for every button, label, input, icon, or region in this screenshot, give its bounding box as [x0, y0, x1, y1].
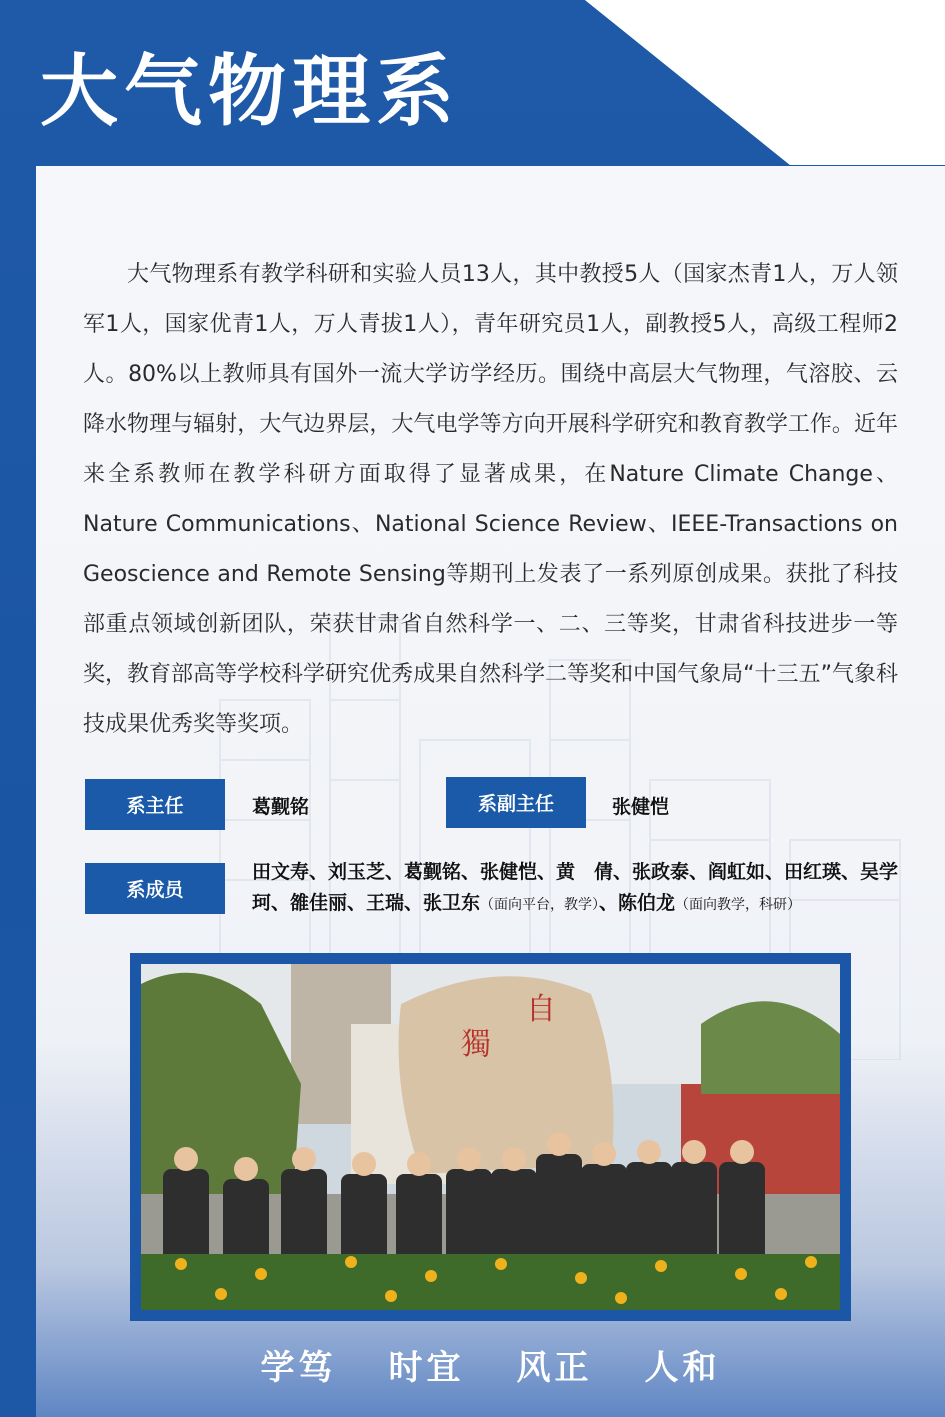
members-label: 系成员 — [85, 863, 225, 914]
director-name: 葛觐铭 — [252, 796, 310, 818]
page-title: 大气物理系 — [40, 47, 461, 137]
motto-item-2: 时宜 — [388, 1348, 465, 1388]
motto-item-4: 人和 — [644, 1348, 721, 1388]
group-photo — [141, 964, 840, 1310]
motto — [36, 1340, 945, 1396]
members-note-1: （面向平台，教学） — [480, 897, 600, 913]
members-mid: 、陈伯龙 — [599, 892, 676, 914]
group-photo-frame — [130, 953, 851, 1321]
motto-item-3: 风正 — [516, 1348, 593, 1388]
members-main: 田文寿、刘玉芝、葛觐铭、张健恺、黄 倩、张政泰、阎虹如、田红瑛、吴学珂、雒佳丽、王瑞、张卫东 — [252, 861, 899, 914]
motto-item-1: 学笃 — [260, 1348, 337, 1388]
director-label: 系主任 — [85, 779, 225, 830]
svg-text:自: 自 — [526, 992, 556, 1027]
members-list — [252, 857, 902, 921]
intro-paragraph: 大气物理系有教学科研和实验人员13人，其中教授5人（国家杰青1人，万人领军1人，国家优青1人，万人青拔1人），青年研究员1人，副教授5人，高级工程师2人。80%以上教师具有国外一流大学访学经历。围绕中高层大气物理，气溶胶、云降水物理与辐射，大气边界层，大气电学等方向开展科学研究和教育教学工作。近年来全系教师在教学科研方面取得了显著成果，在Nature Climate Change、Nature Communications、National Science Review、IEEE-Transactions on Geoscience and Remote Sensing等期刊上发表了一系列原创成果。获批了科技部重点领域创新团队，荣获甘肃省自然科学一、二、三等奖，甘肃省科技进步一等奖，教育部高等学校科学研究优秀成果自然科学二等奖和中国气象局“十三五”气象科技成果优秀奖等奖项。 — [83, 262, 898, 737]
deputy-director-label: 系副主任 — [446, 777, 586, 828]
svg-text:獨: 獨 — [461, 1027, 491, 1062]
deputy-director-name: 张健恺 — [612, 796, 670, 818]
members-note-2: （面向教学，科研） — [675, 897, 802, 913]
